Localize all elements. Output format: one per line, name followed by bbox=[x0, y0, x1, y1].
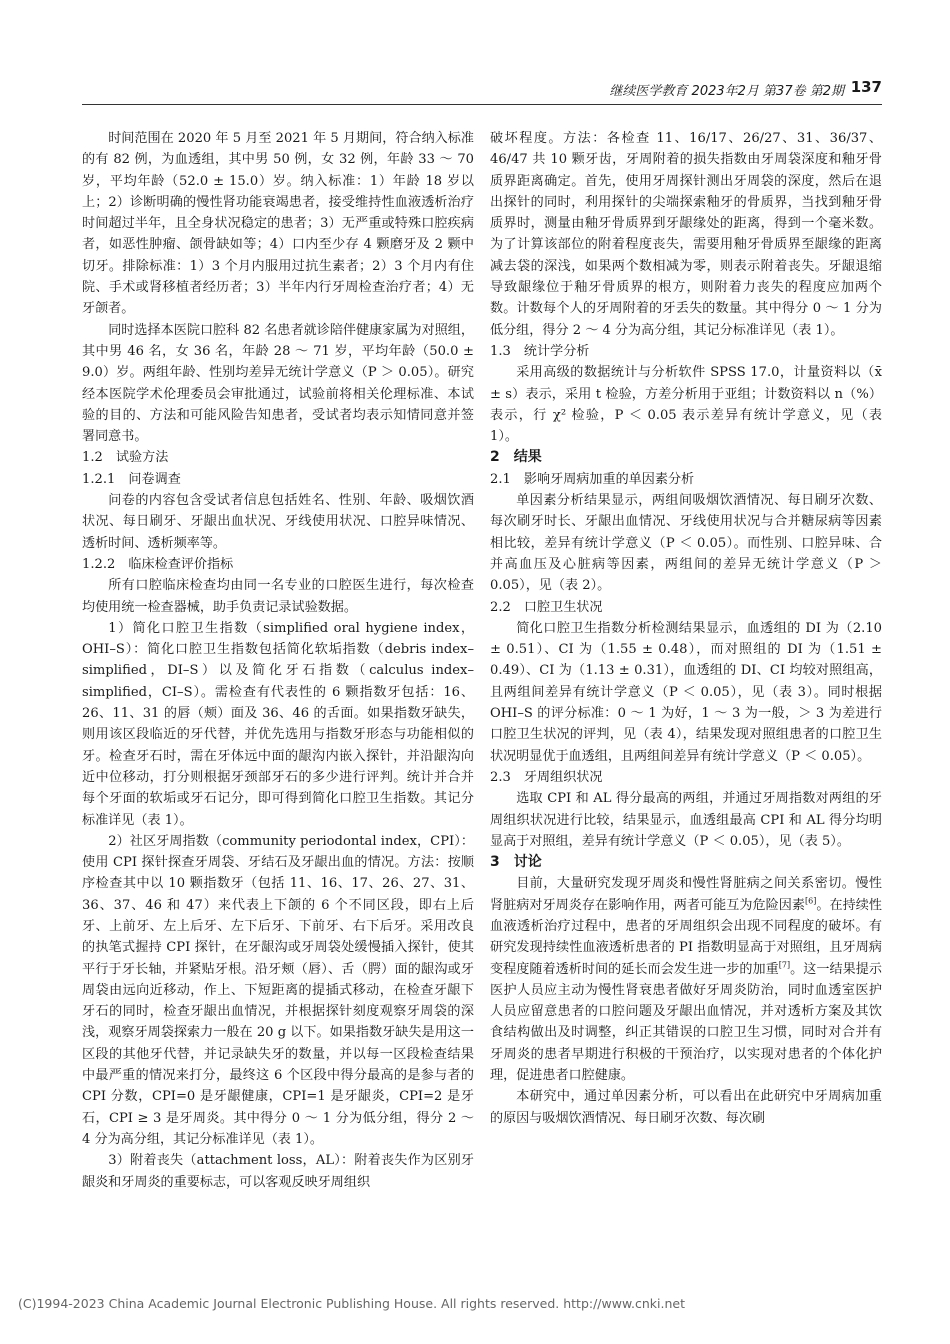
copyright-footer: (C)1994-2023 China Academic Journal Electronic Publishing House. All rights reserved. http://www.cnki.net bbox=[18, 1296, 685, 1311]
paragraph: 采用高级的数据统计与分析软件 SPSS 17.0，计量资料以（x̄ ± s）表示，采用 t 检验，方差分析用于亚组；计数资料以 n（%）表示，行 χ² 检验，P ＜ 0.05 表示差异有统计学意义，见（表 1）。 bbox=[490, 365, 882, 445]
paragraph: 单因素分析结果显示，两组间吸烟饮酒情况、每日刷牙次数、每次刷牙时长、牙龈出血情况、牙线使用状况与合并糖尿病等因素相比较，差异有统计学意义（P ＜ 0.05）。而性别、口腔异味、合并高血压及心脏病等因素，两组间的差异无统计学意义（P ＞ 0.05），见（表 2）。 bbox=[490, 493, 882, 594]
subsection-heading: 1.2.1 问卷调查 bbox=[82, 471, 181, 487]
paragraph: 简化口腔卫生指数分析检测结果显示，血透组的 DI 为（2.10 ± 0.51）、CI 为（1.55 ± 0.48），而对照组的 DI 为（1.51 ± 0.49）、CI 为（1.13 ± 0.31），血透组的 DI、CI 均较对照组高，且两组间差异有统计学意义（P ＜ 0.05），见（表 3）。同时根据 OHI–S 的评分标准：0 ～ 1 为好，1 ～ 3 为一般，＞ 3 为差进行口腔卫生状况的评判，见（表 4），结果发现对照组患者的口腔卫生状况明显优于血透组，且两组间差异有统计学意义（P ＜ 0.05）。 bbox=[490, 620, 882, 764]
section-heading: 1.2 试验方法 bbox=[82, 450, 169, 466]
paragraph: 问卷的内容包含受试者信息包括姓名、性别、年龄、吸烟饮酒状况、每日刷牙、牙龈出血状况、牙线使用状况、口腔异味情况、透析时间、透析频率等。 bbox=[82, 493, 474, 551]
right-column bbox=[490, 128, 882, 1129]
results-heading: 2 结果 bbox=[490, 449, 542, 466]
discussion-heading: 3 讨论 bbox=[490, 854, 542, 871]
paragraph: 1）简化口腔卫生指数（simplified oral hygiene index，OHI–S）：简化口腔卫生指数包括简化软垢指数（debris index–simplified，DI–S）以及简化牙石指数（calculus index–simplified，CI–S）。需检查有代表性的 6 颗指数牙包括：16、26、11、31 的唇（颊）面及 36、46 的舌面。如果指数牙缺失，则用该区段临近的牙代替，并优先选用与指数牙形态与功能相似的牙。检查牙石时，需在牙体远中面的龈沟内嵌入探针，并沿龈沟向近中位移动，打分则根据牙颈部牙石的多少进行评判。统计并合并每个牙面的软垢或牙石记分，即可得到简化口腔卫生指数。其记分标准详见（表 1）。 bbox=[82, 620, 474, 828]
paragraph: 所有口腔临床检查均由同一名专业的口腔医生进行，每次检查均使用统一检查器械，助手负责记录试验数据。 bbox=[82, 578, 474, 615]
text-run: 。在持续性血液透析治疗过程中，患者的牙周组织会出现不同程度的破坏。有研究发现持续性血液透析患者的 PI 指数明显高于对照组，且牙周病变程度随着透析时间的延长而会发生进一步的加重 bbox=[490, 897, 883, 977]
paragraph: 本研究中，通过单因素分析，可以看出在此研究中牙周病加重的原因与吸烟饮酒情况、每日刷牙次数、每次刷 bbox=[490, 1089, 882, 1126]
paragraph: 同时选择本医院口腔科 82 名患者就诊陪伴健康家属为对照组，其中男 46 名，女 36 名，年龄 28 ～ 71 岁，平均年龄（50.0 ± 9.0）岁。两组年龄、性别均差异无统计学意义（P ＞ 0.05）。研究经本医院学术伦理委员会审批通过，试验前将相关伦理标准、本试验的目的、方法和可能风险告知患者，受试者均表示知情同意并签署同意书。 bbox=[82, 322, 474, 445]
left-column bbox=[82, 128, 474, 1193]
section-heading: 2.3 牙周组织状况 bbox=[490, 769, 603, 785]
paragraph: 破坏程度。方法：各检查 11、16/17、26/27、31、36/37、46/47 共 10 颗牙齿，牙周附着的损失指数由牙周袋深度和釉牙骨质界距离确定。首先，使用牙周探针测出牙周袋的深度，然后在退出探针的同时，利用探针的尖端探索釉牙的骨质界，当找到釉牙骨质界时，测量由釉牙骨质界到牙龈缘处的距离，得到一个毫米数。为了计算该部位的附着程度丧失，需要用釉牙骨质界至龈缘的距离减去袋的深浅，如果两个数相减为零，则表示附着丧失。牙龈退缩导致龈缘位于釉牙骨质界的根方，则附着力丧失的程度应加两个数。计数每个人的牙周附着的牙丢失的数量。其中得分 0 ～ 1 分为低分组，得分 2 ～ 4 分为高分组，其记分标准详见（表 1）。 bbox=[490, 131, 882, 338]
page-header bbox=[82, 78, 882, 102]
paragraph bbox=[490, 873, 882, 1086]
header-divider bbox=[82, 104, 882, 105]
paragraph: 时间范围在 2020 年 5 月至 2021 年 5 月期间，符合纳入标准的有 82 例，为血透组，其中男 50 例，女 32 例，年龄 33 ～ 70 岁，平均年龄（52.0 ± 15.0）岁。纳入标准：1）年龄 18 岁以上；2）诊断明确的慢性肾功能衰竭患者，接受维持性血液透析治疗时间超过半年，且全身状况稳定的患者；3）无严重或特殊口腔疾病者，如恶性肿瘤、颌骨缺如等；4）口内至少存 4 颗磨牙及 2 颗中切牙。排除标准：1）3 个月内服用过抗生素者；2）3 个月内有住院、手术或肾移植者经历者；3）半年内行牙周检查治疗者；4）无牙颌者。 bbox=[82, 131, 474, 317]
paragraph: 3）附着丧失（attachment loss，AL）：附着丧失作为区别牙龈炎和牙周炎的重要标志，可以客观反映牙周组织 bbox=[82, 1153, 474, 1190]
section-heading: 1.3 统计学分析 bbox=[490, 343, 590, 359]
citation-ref: [6] bbox=[805, 896, 817, 906]
section-heading: 2.2 口腔卫生状况 bbox=[490, 599, 603, 615]
section-heading: 2.1 影响牙周病加重的单因素分析 bbox=[490, 471, 695, 487]
subsection-heading: 1.2.2 临床检查评价指标 bbox=[82, 556, 234, 572]
paragraph: 2）社区牙周指数（community periodontal index，CPI）：使用 CPI 探针探查牙周袋、牙结石及牙龈出血的情况。方法：按顺序检查其中以 10 颗指数牙（包括 11、16、17、26、27、31、36、37、46 和 47）来代表上下颌的 6 个不同区段，即右上后牙、上前牙、左上后牙、左下后牙、下前牙、右下后牙。采用改良的执笔式握持 CPI 探针，在牙龈沟或牙周袋处缓慢插入探针，使其平行于牙长轴，并紧贴牙根。沿牙颊（唇）、舌（腭）面的龈沟或牙周袋由远向近移动，作上、下短距离的提插式移动，在检查牙龈下牙石的同时，检查牙龈出血情况，并根据探针刻度观察牙周袋的深浅，观察牙周袋探索力一般在 20 g 以下。如果指数牙缺失是用这一区段的其他牙代替，并记录缺失牙的数量，并以每一区段检查结果中最严重的情况来打分，最终这 6 个区段中得分最高的是参与者的 CPI 分数，CPI=0 是牙龈健康，CPI=1 是牙龈炎，CPI=2 是牙石，CPI ≥ 3 是牙周炎。其中得分 0 ～ 1 分为低分组，得分 2 ～ 4 分为高分组，其记分标准详见（表 1）。 bbox=[82, 833, 474, 1147]
citation-ref: [7] bbox=[778, 960, 791, 970]
journal-header: 继续医学教育 2023年2月 第37卷 第2期 bbox=[609, 84, 844, 99]
page-number: 137 bbox=[850, 78, 882, 96]
text-run: 。这一结果提示医护人员应主动为慢性肾衰患者做好牙周炎防治，同时血透室医护人员应留意患者的口腔问题及牙龈出血情况，并对透析方案及其饮食结构做出及时调整，纠正其错误的口腔卫生习惯，同时对合并有牙周炎的患者早期进行积极的干预治疗，以实现对患者的个体化护理，促进患者口腔健康。 bbox=[490, 961, 883, 1084]
paragraph: 选取 CPI 和 AL 得分最高的两组，并通过牙周指数对两组的牙周组织状况进行比较，结果显示，血透组最高 CPI 和 AL 得分均明显高于对照组，差异有统计学意义（P ＜ 0.05），见（表 5）。 bbox=[490, 791, 882, 849]
text-run: 目前，大量研究发现牙周炎和慢性肾脏病之间关系密切。慢性肾脏病对牙周炎存在影响作用，两者可能互为危险因素 bbox=[490, 876, 882, 913]
